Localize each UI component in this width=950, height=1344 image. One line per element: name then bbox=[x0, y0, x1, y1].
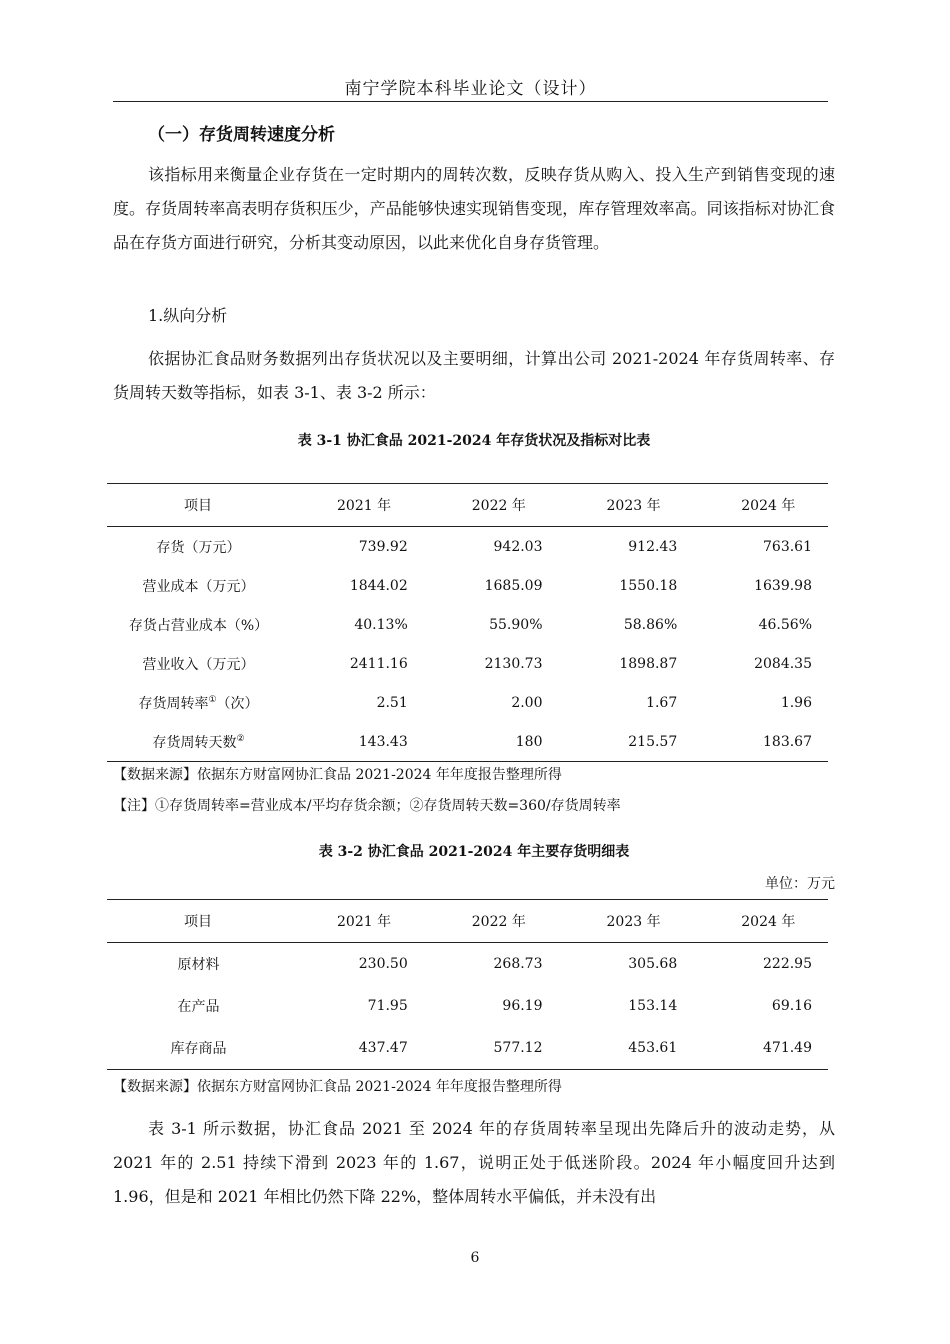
table-cell: 143.43 bbox=[358, 733, 408, 750]
table-cell: 763.61 bbox=[763, 538, 812, 555]
table2-source: 【数据来源】依据东方财富网协汇食品 2021-2024 年年度报告整理所得 bbox=[113, 1079, 562, 1095]
table-cell: 58.86% bbox=[623, 616, 678, 633]
table1-header-2021: 2021 年 bbox=[289, 484, 424, 527]
header-divider bbox=[113, 101, 828, 102]
footnote-marker: ① bbox=[208, 694, 217, 705]
table-cell: 71.95 bbox=[367, 998, 408, 1014]
table-cell: 153.14 bbox=[628, 998, 678, 1014]
table-cell: 1639.98 bbox=[754, 577, 812, 594]
table-row-label-with-note bbox=[107, 722, 289, 762]
table-cell: 96.19 bbox=[502, 998, 543, 1014]
table-row bbox=[107, 527, 828, 567]
table-cell: 1685.09 bbox=[484, 577, 543, 594]
table-cell: 69.16 bbox=[771, 998, 812, 1014]
table-row bbox=[107, 644, 828, 683]
table-cell: 1550.18 bbox=[619, 577, 678, 594]
table-cell: 1.67 bbox=[646, 694, 678, 711]
table2-header-item: 项目 bbox=[107, 900, 289, 943]
table-row-label: 存货（万元） bbox=[156, 539, 241, 556]
table2-header-2024: 2024 年 bbox=[693, 900, 828, 943]
table2-header-2023: 2023 年 bbox=[559, 900, 694, 943]
table-cell: 2.51 bbox=[376, 694, 408, 711]
table-cell: 912.43 bbox=[628, 538, 678, 555]
table-row bbox=[107, 566, 828, 605]
table-cell: 40.13% bbox=[354, 616, 408, 633]
footnote-marker: ② bbox=[236, 733, 245, 744]
page-header-title: 南宁学院本科毕业论文（设计） bbox=[344, 79, 597, 99]
table2-inventory-details bbox=[107, 899, 828, 1070]
table-cell: 55.90% bbox=[489, 616, 543, 633]
table-cell: 2130.73 bbox=[484, 655, 543, 672]
table-cell: 215.57 bbox=[628, 733, 678, 750]
table-cell: 1844.02 bbox=[349, 577, 408, 594]
table2-caption: 表 3-2 协汇食品 2021-2024 年主要存货明细表 bbox=[318, 844, 630, 860]
table-cell: 230.50 bbox=[358, 956, 408, 972]
paragraph-analysis: 表 3-1 所示数据，协汇食品 2021 至 2024 年的存货周转率呈现出先降后升的波动走势，从 2021 年的 2.51 持续下滑到 2023 年的 1.67，说明正处于低迷阶段。2024 年小幅度回升达到 1.96，但是和 2021 年相比仍然下降 22%，整体周转水平偏低，并未没有出 bbox=[113, 1119, 835, 1206]
table-row bbox=[107, 605, 828, 644]
table-row bbox=[107, 985, 828, 1027]
table-cell: 46.56% bbox=[758, 616, 812, 633]
table-cell: 1.96 bbox=[780, 694, 812, 711]
table-cell: 739.92 bbox=[358, 538, 408, 555]
table-row-label: 存货占营业成本（%） bbox=[128, 617, 269, 634]
table-cell: 1898.87 bbox=[619, 655, 678, 672]
table1-header-row bbox=[107, 484, 828, 527]
table-row-label: 营业成本（万元） bbox=[142, 578, 255, 595]
row-label-text: 存货周转天数 bbox=[152, 734, 237, 751]
section-title: （一）存货周转速度分析 bbox=[148, 125, 335, 145]
table-cell: 222.95 bbox=[763, 956, 812, 972]
table1-source: 【数据来源】依据东方财富网协汇食品 2021-2024 年年度报告整理所得 bbox=[113, 767, 562, 783]
table-cell: 471.49 bbox=[763, 1040, 812, 1056]
table1-caption: 表 3-1 协汇食品 2021-2024 年存货状况及指标对比表 bbox=[297, 433, 651, 449]
table2-header-2022: 2022 年 bbox=[424, 900, 559, 943]
table-row-label: 原材料 bbox=[177, 957, 220, 973]
table1-header-item: 项目 bbox=[107, 484, 289, 527]
table1-header-2024: 2024 年 bbox=[693, 484, 828, 527]
table-row-label: 营业收入（万元） bbox=[142, 656, 255, 673]
page-number: 6 bbox=[470, 1250, 480, 1266]
subsection-title: 1.纵向分析 bbox=[148, 306, 228, 325]
paragraph-table-intro: 依据协汇食品财务数据列出存货状况以及主要明细，计算出公司 2021-2024 年存货周转率、存货周转天数等指标，如表 3-1、表 3-2 所示： bbox=[113, 349, 835, 402]
table-row-label: 在产品 bbox=[177, 999, 220, 1015]
table2-unit: 单位：万元 bbox=[765, 876, 835, 892]
table-row-label: 库存商品 bbox=[170, 1041, 227, 1057]
paragraph-intro: 该指标用来衡量企业存货在一定时期内的周转次数，反映存货从购入、投入生产到销售变现的速度。存货周转率高表明存货积压少，产品能够快速实现销售变现，库存管理效率高。同该指标对协汇食品在存货方面进行研究，分析其变动原因，以此来优化自身存货管理。 bbox=[113, 165, 835, 252]
table-cell: 2411.16 bbox=[349, 655, 408, 672]
table-cell: 180 bbox=[515, 733, 543, 750]
table-cell: 577.12 bbox=[493, 1040, 543, 1056]
table-row-label-with-note bbox=[107, 683, 289, 722]
table-row bbox=[107, 943, 828, 986]
table1-header-2023: 2023 年 bbox=[559, 484, 694, 527]
table1-header-2022: 2022 年 bbox=[424, 484, 559, 527]
table1-note: 【注】①存货周转率=营业成本/平均存货余额；②存货周转天数=360/存货周转率 bbox=[113, 798, 621, 814]
table-row bbox=[107, 722, 828, 762]
table-cell: 942.03 bbox=[493, 538, 543, 555]
table-cell: 453.61 bbox=[628, 1040, 678, 1056]
table-cell: 305.68 bbox=[628, 956, 678, 972]
table-cell: 2.00 bbox=[511, 694, 543, 711]
table-cell: 268.73 bbox=[493, 956, 543, 972]
table-cell: 183.67 bbox=[763, 733, 812, 750]
table-cell: 2084.35 bbox=[754, 655, 812, 672]
row-label-text: 存货周转率 bbox=[138, 695, 209, 712]
table2-header-row bbox=[107, 900, 828, 943]
table-row bbox=[107, 683, 828, 722]
table2-header-2021: 2021 年 bbox=[289, 900, 424, 943]
table-cell: 437.47 bbox=[358, 1040, 408, 1056]
table-row bbox=[107, 1027, 828, 1070]
row-label-suffix: （次） bbox=[216, 695, 259, 712]
table1-inventory-indicators bbox=[107, 483, 828, 762]
